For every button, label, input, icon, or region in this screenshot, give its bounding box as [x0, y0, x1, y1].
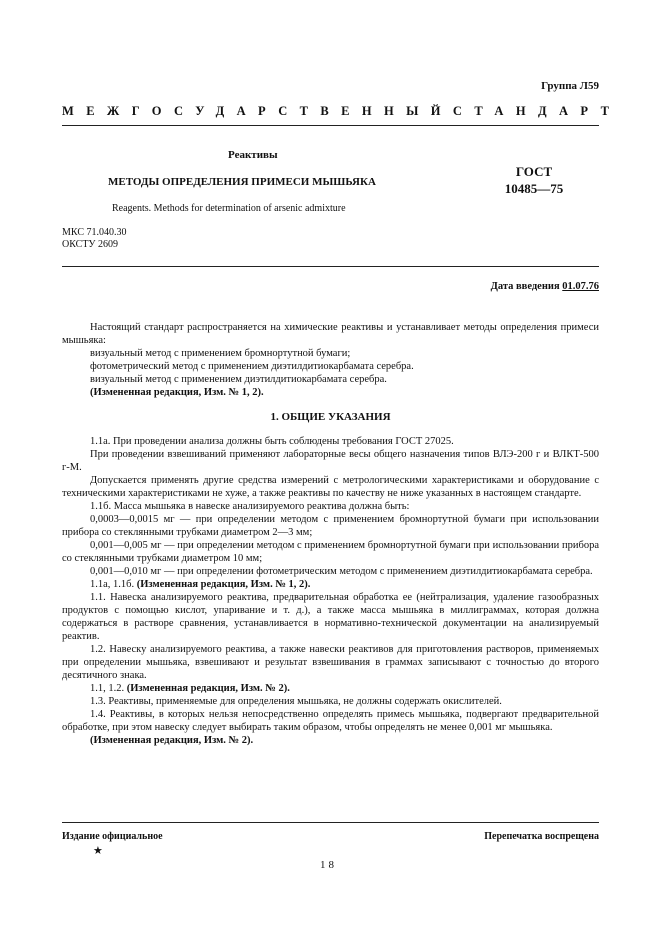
amendment-note: [62, 682, 599, 695]
amendment-prefix: 1.1, 1.2.: [90, 683, 125, 694]
mks-code: МКС 71.040.30: [62, 227, 127, 238]
intro-block: [62, 321, 599, 399]
subject-title: Реактивы: [228, 149, 278, 161]
method-item: фотометрический метод с применением диэтилдитиокарбамата серебра.: [90, 361, 414, 372]
amendment-prefix: 1.1а, 1.1б.: [90, 579, 135, 590]
mass-item: 0,001—0,010 мг — при определении фотометрическим методом с применением диэтилдитиокарбамата серебра.: [90, 566, 593, 577]
okstu-code: ОКСТУ 2609: [62, 239, 119, 250]
standard-word: СТАНДАРТ: [452, 104, 622, 118]
paragraph-allowance: Допускается применять другие средства измерений с метрологическими характеристиками и оборудование с техническими характеристиками не хуже, а также реактивы по качеству не ниже указанных в настоящем стандарте.: [62, 475, 599, 499]
paragraph-1-1b: 1.1б. Масса мышьяка в навеске анализируемого реактива должна быть:: [90, 501, 410, 512]
effective-date-value: 01.07.76: [562, 281, 599, 292]
effective-date-label: Дата введения: [490, 281, 560, 292]
paragraph-1-4: 1.4. Реактивы, в которых нельзя непосредственно определять примесь мышьяка, подвергают предварительной обработке, при этом навеску следует выбирать таким образом, чтобы определять не менее 0,001 мг мышьяка.: [62, 709, 599, 733]
classification-codes: [62, 227, 126, 251]
star-icon: ★: [93, 845, 103, 857]
paragraph-1-1a: 1.1а. При проведении анализа должны быть соблюдены требования ГОСТ 27025.: [90, 436, 454, 447]
section-general: [62, 411, 599, 747]
page-title: МЕТОДЫ ОПРЕДЕЛЕНИЯ ПРИМЕСИ МЫШЬЯКА: [108, 176, 376, 188]
mass-item: 0,0003—0,0015 мг — при определении методом с применением бромнортутной бумаги при использовании прибора со стеклянными трубками диаметром 2—3 мм;: [62, 514, 599, 538]
amendment-text: (Измененная редакция, Изм. № 1, 2).: [136, 579, 311, 590]
english-title: Reagents. Methods for determination of arsenic admixture: [112, 203, 346, 214]
interstate-word: МЕЖГОСУДАРСТВЕННЫЙ: [62, 104, 453, 118]
method-item: визуальный метод с применением диэтилдитиокарбамата серебра.: [90, 374, 387, 385]
page-number: 18: [320, 859, 337, 871]
official-edition-label: Издание официальное: [62, 831, 163, 842]
section-heading: 1. ОБЩИЕ УКАЗАНИЯ: [270, 411, 391, 423]
intro-paragraph: Настоящий стандарт распространяется на химические реактивы и устанавливает методы определения примеси мышьяка:: [62, 322, 599, 346]
effective-date: [491, 281, 599, 292]
mass-item: 0,001—0,005 мг — при определении методом с применением бромнортутной бумаги при использовании прибора со стеклянными трубками диаметром 10 мм;: [62, 540, 599, 564]
group-code: Группа Л59: [541, 80, 599, 92]
codes-rule: [62, 266, 599, 267]
footer-rule: [62, 822, 599, 823]
interstate-standard-banner: [62, 104, 622, 119]
amendment-note: (Измененная редакция, Изм. № 1, 2).: [90, 387, 264, 398]
paragraph-1-3: 1.3. Реактивы, применяемые для определения мышьяка, не должны содержать окислителей.: [90, 696, 502, 707]
reprint-prohibited-label: Перепечатка воспрещена: [484, 831, 599, 842]
amendment-note: [62, 578, 599, 591]
paragraph-1-1: 1.1. Навеска анализируемого реактива, предварительная обработка ее (нейтрализация, удаление газообразных продуктов с помощью кислот, упаривание и т. д.), а также масса мышьяка в миллиграммах, которая должна содержаться в растворе сравнения, устанавливается в нормативно-технической документации на анализируемый реактив.: [62, 592, 599, 642]
gost-label: ГОСТ: [515, 164, 553, 179]
gost-number: 10485—75: [504, 181, 564, 196]
header-rule: [62, 125, 599, 126]
gost-designation: [504, 163, 564, 197]
method-item: визуальный метод с применением бромнортутной бумаги;: [90, 348, 351, 359]
amendment-note: (Измененная редакция, Изм. № 2).: [90, 735, 254, 746]
paragraph-1-2: 1.2. Навеску анализируемого реактива, а также навески реактивов для приготовления растворов, применяемых при определении мышьяка, взвешивают и результат взвешивания в граммах записывают с точностью до второго десятичного знака.: [62, 644, 599, 681]
paragraph-weighing: При проведении взвешиваний применяют лабораторные весы общего назначения типов ВЛЭ-200 г и ВЛКТ-500 г-М.: [62, 449, 599, 473]
amendment-text: (Измененная редакция, Изм. № 2).: [126, 683, 290, 694]
